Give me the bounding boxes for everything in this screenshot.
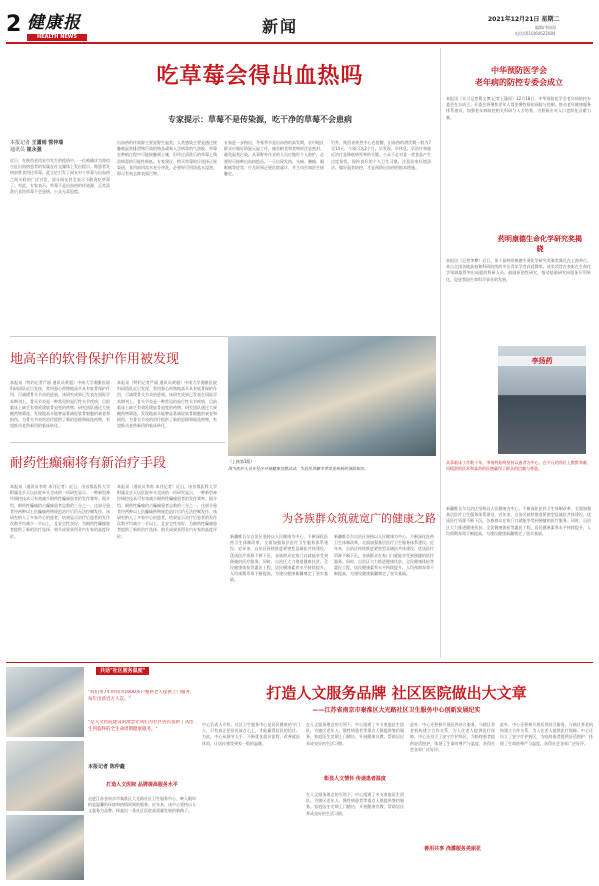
sidebar-title-2: 老年病的防控专委会成立 — [475, 78, 563, 87]
bottom-subhead-1: 打造人文医院 品牌提高服务水平 — [106, 782, 178, 788]
sidebar-title-1: 中华预防医学会 — [491, 66, 547, 75]
byline-reporter: 王潇雨 — [31, 140, 47, 146]
epilepsy-headline: 耐药性癫痫将有新治疗手段 — [10, 456, 167, 471]
bottom-subhead: ——江苏省南京市秦淮区大光路社区卫生服务中心创新发展纪实 — [312, 707, 481, 714]
xinjiang-headline: 为各族群众筑就宽广的健康之路 — [282, 512, 436, 525]
byline-other2: 崔永强 — [26, 147, 42, 153]
digoxin-body-col-2: 本报讯（特约记者严丽 通讯员黄超）中南大学湘雅医院科研团队近日发现，常用强心药物地高辛具有软骨保护作用，可减缓骨关节炎的进展。该研究成果已发表在国际学术期刊上。骨关节炎是一种常见的退行性关节疾病，目前临床上缺乏有效延缓软骨退变的药物。研究团队通过大规模药物筛选，发现地高辛能够显著减轻软骨细胞的衰老和损伤，为骨关节炎的治疗提供了新的思路和候选药物，有望推动老药新用的临床转化。 — [117, 380, 217, 429]
main-headline: 吃草莓会得出血热吗 — [156, 64, 364, 89]
main-byline — [10, 140, 115, 154]
sidebar-body-3: 新疆维吾尔自治区坚持以人民健康为中心，不断深化医药卫生体制改革，全面加强基层医疗卫生服务体系建设。近年来，自治区持续推进紧密型县域医共体建设，优质医疗资源不断下沉，各族群众在家门口就能享受到便捷的医疗服务。同时，自治区大力推进健康扶贫、全民健康体检等惠民工程，居民健康素养水平持续提升，人均预期寿命不断提高，为建设健康新疆奠定了坚实基础。 — [446, 506, 591, 536]
divider — [6, 662, 593, 663]
main-body-col-4: 另外，陕西省疾控中心也提醒，出血热的潜伏期一般为7至14天，个别可达2个月。早发现、早休息、早治疗和就近治疗是降低病死率的关键。公众不必对某一类食品产生过度担忧，保持良好的个人卫生习惯、注意居家环境清洁、做好鼠类防控，才是预防出血热的根本措施。 — [331, 140, 431, 170]
bottom-body-col-1: 走进江苏省南京市秦淮区大光路社区卫生服务中心，映入眼帘的是温馨的环境和热情周到的服务。近年来，该中心坚持以人文服务为品牌，探索出一条社区医院高质量发展的新路子。 — [88, 796, 196, 814]
section-title: 新闻 — [262, 17, 299, 36]
bottom-quote-1: "我们用7年时间为1600多户独居老人提供上门服务，每年出诊近万人次。" — [88, 690, 195, 702]
bottom-body-col-4: 此外，中心还积极开展医养结合服务，与辖区养老机构建立合作关系，为入住老人提供医疗保障。中心还设立了安宁疗护病区，为临终患者提供舒适照护，体现了生命的尊严与温度，获得社会各界广泛好评。 — [410, 722, 495, 752]
bottom-photo-1 — [6, 667, 84, 737]
bottom-subhead-2: 彰显人文情怀 传递患者温度 — [324, 776, 386, 782]
bottom-body-col-2: 中心负责人介绍，社区卫生服务中心是居民健康的守门人，只有真正把居民放在心上，才能赢得居民的信任。为此，中心从细节入手，不断优化就诊流程，改善就医体验，让居民感受到家一般的温暖。 — [202, 722, 300, 746]
sidebar-quote: 从事临床工作数十年，李扬药始终坚持以患者为中心，在平凡的岗位上默默奉献，用精湛的医术和高尚的医德赢得了群众的信赖与尊重。 — [446, 460, 591, 471]
portrait-caption: 李扬药 — [498, 356, 586, 366]
byline-other: 管仲瑞 — [48, 140, 64, 146]
digoxin-headline: 地高辛的软骨保护作用被发现 — [10, 352, 180, 367]
editor-credit: 编辑/李阳阳 — [535, 25, 557, 30]
main-body-col-3: 专家进一步指出，冬春季节是出血热的高发期，农村地区群众应做好防鼠灭鼠工作，储存粮食和食物时注意密封，避免鼠类污染。从事野外作业的人员应做好个人防护，必要时可接种出血热疫苗。一旦出现发热、头痛、腰痛、眼眶痛等症状，应及时到正规医院就诊，并主动告知医生接触史。 — [224, 140, 324, 176]
paper-name-en: HEALTH NEWS — [27, 34, 87, 41]
paper-name: 健康报 — [27, 13, 81, 33]
epilepsy-body-col-1: 本报讯（通讯员李苒 本刊记者）近日，由首都医科大学附属北京天坛医院牵头完成的一项研究显示，一种新型神经调控技术可有效减少耐药性癫痫患者的发作频率。据介绍，耐药性癫痫约占癫痫患者总数的三分之一，这部分患者经两种以上抗癫痫药物规范治疗后仍无法控制发作。该研究纳入了多家中心的患者，结果显示治疗后患者的发作次数平均减少一半以上，且安全性良好，为耐药性癫痫患者提供了新的治疗选择，相关成果获得业内专家的高度评价。 — [10, 484, 110, 539]
main-body-col-1: 近日，在陕西省西安市发生的疫情中，一位被确诊为肾综合征出血热患者的家属在社交媒体上发出提示，称患者发病前曾食用过草莓。此言论引发了网友对于草莓与出血热之间关联的广泛讨论，部分网友甚至表示不敢再吃草莓了。对此，专家表示，草莓不是出血热的传染源，正常清洗后食用草莓不会患病，公众无需恐慌。 — [10, 158, 110, 194]
epilepsy-body-col-2: 本报讯（通讯员李苒 本刊记者）近日，由首都医科大学附属北京天坛医院牵头完成的一项研究显示，一种新型神经调控技术可有效减少耐药性癫痫患者的发作频率。据介绍，耐药性癫痫约占癫痫患者总数的三分之一，这部分患者经两种以上抗癫痫药物规范治疗后仍无法控制发作。该研究纳入了多家中心的患者，结果显示治疗后患者的发作次数平均减少一半以上，且安全性良好，为耐药性癫痫患者提供了新的治疗选择，相关成果获得业内专家的高度评价。 — [117, 484, 217, 539]
sidebar-body-2: 本报讯（记者李攀）近日，第十届药明康德生命化学研究奖颁奖典礼在上海举行。来自全国各地高校和科研院所的多位青年学者获此殊荣。该奖项旨在表彰在生命化学领域取得突出成就的科研人员，鼓励原创性研究，推动基础研究向临床应用转化，促进我国生命科学事业的发展。 — [446, 258, 591, 282]
bottom-headline: 打造人文服务品牌 社区医院做出大文章 — [266, 684, 527, 702]
bottom-subhead-3: 善用共享 浇灌服务美丽花 — [424, 846, 481, 852]
main-body-col-2: 出血热的传染源主要是野生鼠类，人类感染主要是通过接触被鼠类排泄物污染的物品或吸入含病毒的气溶胶。草莓在种植过程中可能接触到土壤，但经过清洗后的草莓上残留病毒的可能性极低。专家建议，购买草莓时应选择正规渠道，食用前用流水充分冲洗，必要时可用淡盐水浸泡，即可有效去除表面污物。 — [117, 140, 217, 176]
bottom-quote-2: "是人文医院建设的理念让我们为社区居民提供了从出生到临终的全生命周期健康服务。" — [88, 720, 194, 732]
bottom-body-col-3: 在人文服务理念的引领下，中心组建了多支家庭医生团队，为辖区老年人、慢性病患者等重点人群提供签约服务。家庭医生定期上门随访，开展健康宣教，帮助居民养成良好的生活习惯。 — [306, 722, 404, 746]
bottom-tag: 共话"社区服务温度" — [96, 667, 149, 675]
divider — [440, 48, 441, 658]
bottom-body-col-5: 此外，中心还积极开展医养结合服务，与辖区养老机构建立合作关系，为入住老人提供医疗保障。中心还设立了安宁疗护病区，为临终患者提供舒适照护，体现了生命的尊严与温度，获得社会各界广泛好评。 — [500, 722, 593, 746]
phone-credit: 电话/(010)64622084 — [515, 31, 556, 36]
photo-caption-text: 图为医护人员在社区开展健康宣教活动，为居民讲解冬季常见疾病的预防知识。 — [228, 466, 368, 471]
sidebar-title-3: 药明康德生命化学研究奖揭晓 — [498, 235, 582, 253]
issue-date: 2021年12月21日 星期二 — [488, 16, 560, 23]
byline-other-label: 通讯员 — [10, 147, 26, 153]
xinjiang-body-col-2: 新疆维吾尔自治区坚持以人民健康为中心，不断深化医药卫生体制改革，全面加强基层医疗卫生服务体系建设。近年来，自治区持续推进紧密型县域医共体建设，优质医疗资源不断下沉，各族群众在家门口就能享受到便捷的医疗服务。同时，自治区大力推进健康扶贫、全民健康体检等惠民工程，居民健康素养水平持续提升，人均预期寿命不断提高，为建设健康新疆奠定了坚实基础。 — [334, 534, 434, 577]
main-subhead: 专家提示：草莓不是传染源，吃干净的草莓不会患病 — [168, 115, 352, 124]
masthead-rule — [6, 42, 593, 44]
bottom-byline: 本报记者 陈仲鑫 — [88, 764, 125, 770]
bottom-body-col-3b: 在人文服务理念的引领下，中心组建了多支家庭医生团队，为辖区老年人、慢性病患者等重点人群提供签约服务。家庭医生定期上门随访，开展健康宣教，帮助居民养成良好的生活习惯。 — [306, 792, 404, 816]
digoxin-body-col-1: 本报讯（特约记者严丽 通讯员黄超）中南大学湘雅医院科研团队近日发现，常用强心药物地高辛具有软骨保护作用，可减缓骨关节炎的进展。该研究成果已发表在国际学术期刊上。骨关节炎是一种常见的退行性关节疾病，目前临床上缺乏有效延缓软骨退变的药物。研究团队通过大规模药物筛选，发现地高辛能够显著减轻软骨细胞的衰老和损伤，为骨关节炎的治疗提供了新的思路和候选药物，有望推动老药新用的临床转化。 — [10, 380, 110, 429]
bottom-photo-3 — [6, 815, 84, 880]
divider — [10, 442, 225, 443]
bottom-photo-2 — [6, 741, 84, 811]
byline-reporter-label: 本报记者 — [10, 140, 31, 146]
sidebar-body-1: 本报讯（实习记者曹文博 记者王潇雨）12月18日，中华预防医学会老年病防控专委会在京成立。专委会将聚焦老年人常见慢性病的预防与控制，推动老年健康服务体系建设，加强老年病防控相关科研与人才培养，为积极应对人口老龄化贡献力量。 — [446, 96, 591, 120]
xinjiang-body-col-1: 新疆维吾尔自治区坚持以人民健康为中心，不断深化医药卫生体制改革，全面加强基层医疗卫生服务体系建设。近年来，自治区持续推进紧密型县域医共体建设，优质医疗资源不断下沉，各族群众在家门口就能享受到便捷的医疗服务。同时，自治区大力推进健康扶贫、全民健康体检等惠民工程，居民健康素养水平持续提升，人均预期寿命不断提高，为建设健康新疆奠定了坚实基础。 — [230, 534, 328, 583]
community-photo — [228, 336, 436, 456]
page-number: 2 — [6, 12, 22, 37]
photo-caption-label: （上接第1版） — [228, 459, 255, 464]
